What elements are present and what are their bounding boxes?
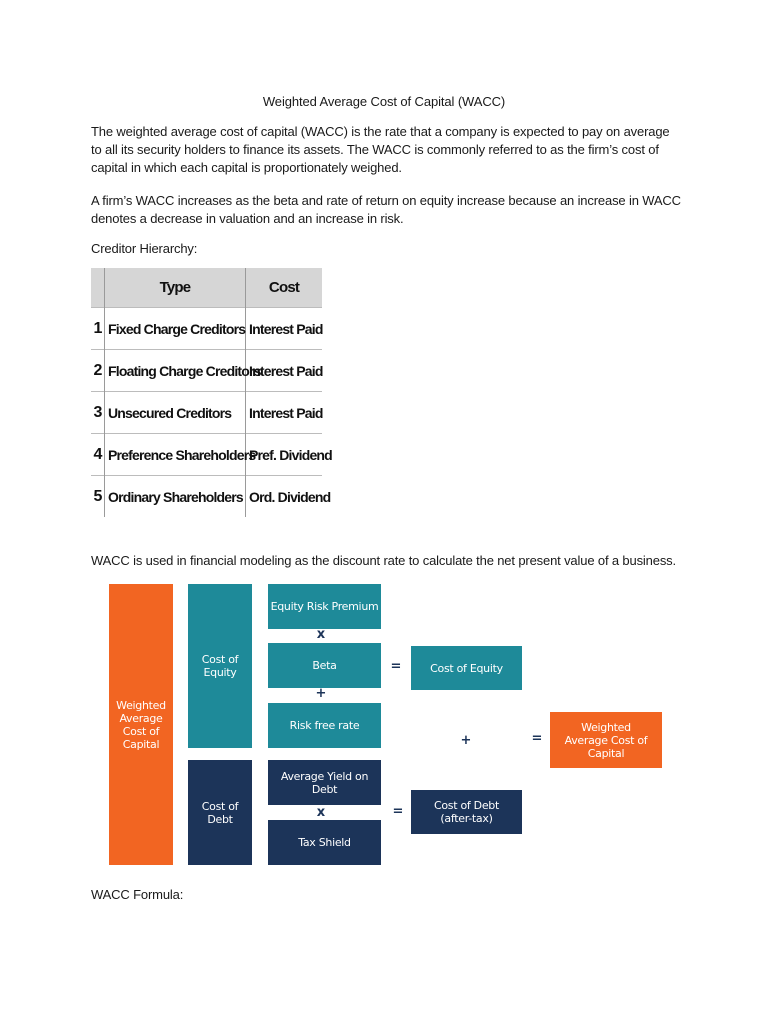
table-row [91, 308, 322, 350]
row-type: Ordinary Shareholders [105, 476, 246, 518]
row-cost: Ord. Dividend [246, 476, 323, 518]
cost-of-debt-result-box: Cost of Debt (after-tax) [411, 790, 522, 834]
header-num-cell [91, 268, 105, 308]
multiply-operator-debt: x [316, 805, 326, 820]
row-cost: Interest Paid [246, 392, 323, 434]
wacc-formula-heading: WACC Formula: [91, 887, 184, 902]
row-type: Unsecured Creditors [105, 392, 246, 434]
row-type: Floating Charge Creditors [105, 350, 246, 392]
creditor-hierarchy-heading: Creditor Hierarchy: [91, 241, 198, 256]
row-cost: Interest Paid [246, 308, 323, 350]
row-number: 2 [91, 350, 105, 392]
beta-box: Beta [268, 643, 381, 688]
risk-free-rate-box: Risk free rate [268, 703, 381, 748]
header-type-cell: Type [105, 268, 246, 308]
row-number: 1 [91, 308, 105, 350]
row-type: Preference Shareholders [105, 434, 246, 476]
equals-operator-debt: = [392, 804, 404, 819]
row-cost: Pref. Dividend [246, 434, 323, 476]
wacc-bar: Weighted Average Cost of Capital [109, 584, 173, 865]
page-title: Weighted Average Cost of Capital (WACC) [262, 94, 506, 109]
wacc-increase-paragraph: A firm’s WACC increases as the beta and rate of return on equity increase because an increase in WACC denotes a decrease in valuation and an increase in risk. [91, 193, 681, 226]
row-number: 4 [91, 434, 105, 476]
wacc-definition-paragraph: The weighted average cost of capital (WACC) is the rate that a company is expected to pay on average to all its security holders to finance its assets. The WACC is commonly referred to as the firm’s cost of capital in which each capital is proportionately weighed. [91, 124, 670, 175]
row-type: Fixed Charge Creditors [105, 308, 246, 350]
plus-operator-equity: + [315, 686, 327, 701]
plus-operator-results: + [460, 733, 472, 748]
cost-of-debt-group: Cost of Debt [188, 760, 252, 865]
table-row [91, 392, 322, 434]
multiply-operator-equity: x [316, 627, 326, 642]
header-cost-cell: Cost [246, 268, 323, 308]
creditor-hierarchy-table [91, 268, 332, 517]
equals-operator-wacc: = [531, 731, 543, 746]
table-header-row [91, 268, 322, 308]
table-row [91, 476, 322, 518]
equals-operator-equity: = [390, 659, 402, 674]
cost-of-equity-group: Cost of Equity [188, 584, 252, 748]
wacc-result-box: Weighted Average Cost of Capital [550, 712, 662, 768]
average-yield-on-debt-box: Average Yield on Debt [268, 760, 381, 805]
cost-of-equity-result-box: Cost of Equity [411, 646, 522, 690]
table-row [91, 434, 322, 476]
table-row [91, 350, 322, 392]
wacc-usage-paragraph: WACC is used in financial modeling as the discount rate to calculate the net present value of a business. [91, 553, 676, 568]
row-number: 5 [91, 476, 105, 518]
row-cost: Interest Paid [246, 350, 323, 392]
tax-shield-box: Tax Shield [268, 820, 381, 865]
equity-risk-premium-box: Equity Risk Premium [268, 584, 381, 629]
row-number: 3 [91, 392, 105, 434]
